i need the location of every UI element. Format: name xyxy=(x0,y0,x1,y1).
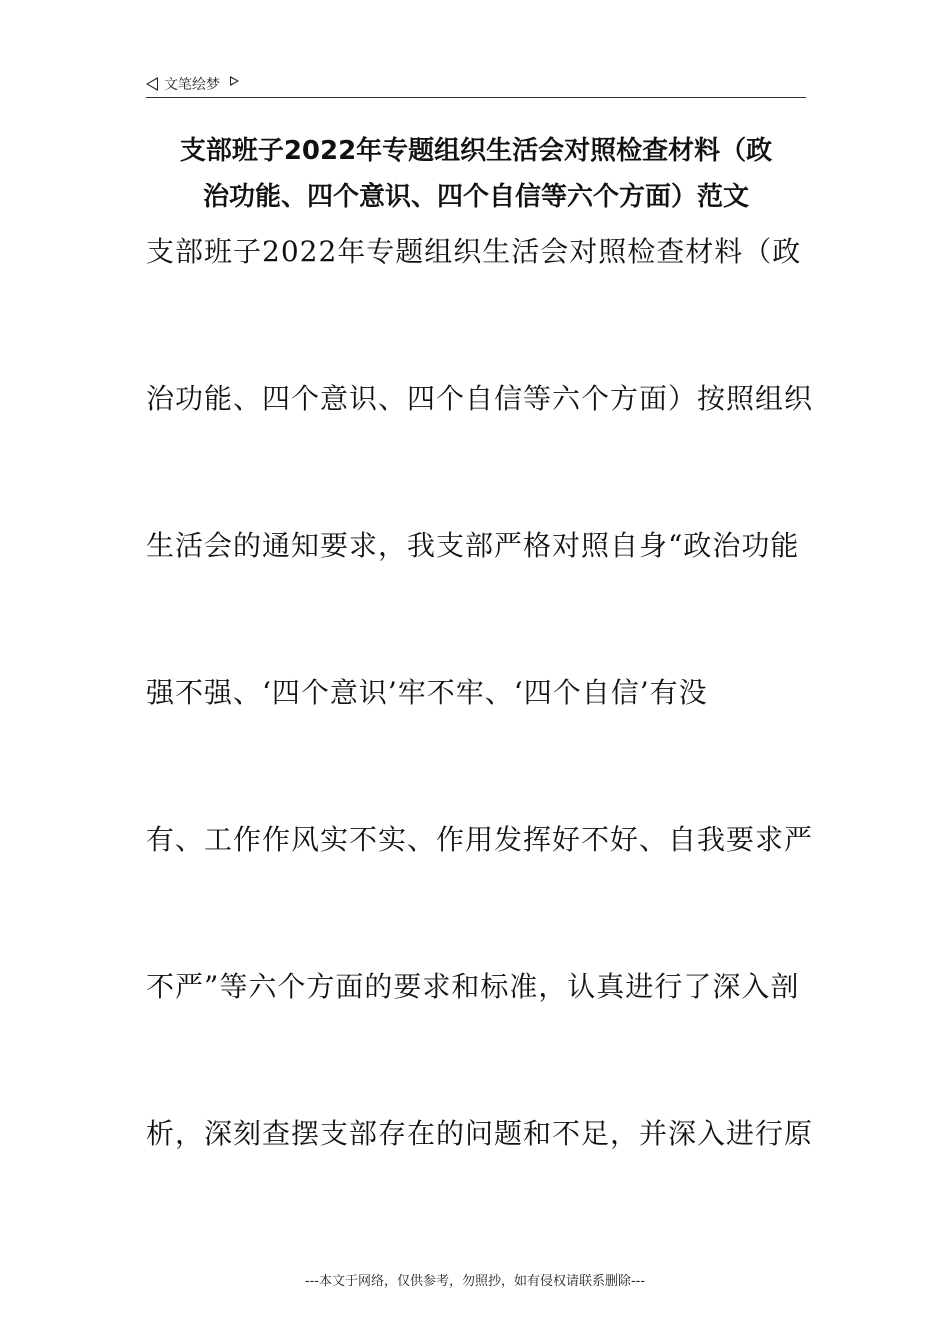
body-line: 有、工作作风实不实、作用发挥好不好、自我要求严 xyxy=(146,823,814,856)
body-line: 析，深刻查摆支部存在的问题和不足，并深入进行原 xyxy=(146,1117,814,1150)
body-line: 治功能、四个意识、四个自信等六个方面）按照组织 xyxy=(146,382,814,415)
header-divider xyxy=(146,97,806,98)
body-line: 生活会的通知要求，我支部严格对照自身“政治功能 xyxy=(146,529,800,562)
triangle-right-icon xyxy=(230,76,239,86)
body-line: 不严”等六个方面的要求和标准，认真进行了深入剖 xyxy=(146,970,800,1003)
document-title xyxy=(146,128,806,220)
page-header xyxy=(146,70,239,98)
page-footer-notice: ---本文于网络，仅供参考，勿照抄，如有侵权请联系删除--- xyxy=(304,1274,646,1289)
title-line-2: 治功能、四个意识、四个自信等六个方面）范文 xyxy=(202,182,749,212)
body-text xyxy=(146,226,814,1255)
body-line: 支部班子2022年专题组织生活会对照检查材料（政 xyxy=(146,235,802,268)
header-brand: 文笔绘梦 xyxy=(164,77,220,93)
triangle-left-icon xyxy=(146,77,158,91)
title-line-1: 支部班子2022年专题组织生活会对照检查材料（政 xyxy=(179,136,773,166)
body-line: 强不强、‘四个意识’牢不牢、‘四个自信’有没 xyxy=(146,676,708,709)
